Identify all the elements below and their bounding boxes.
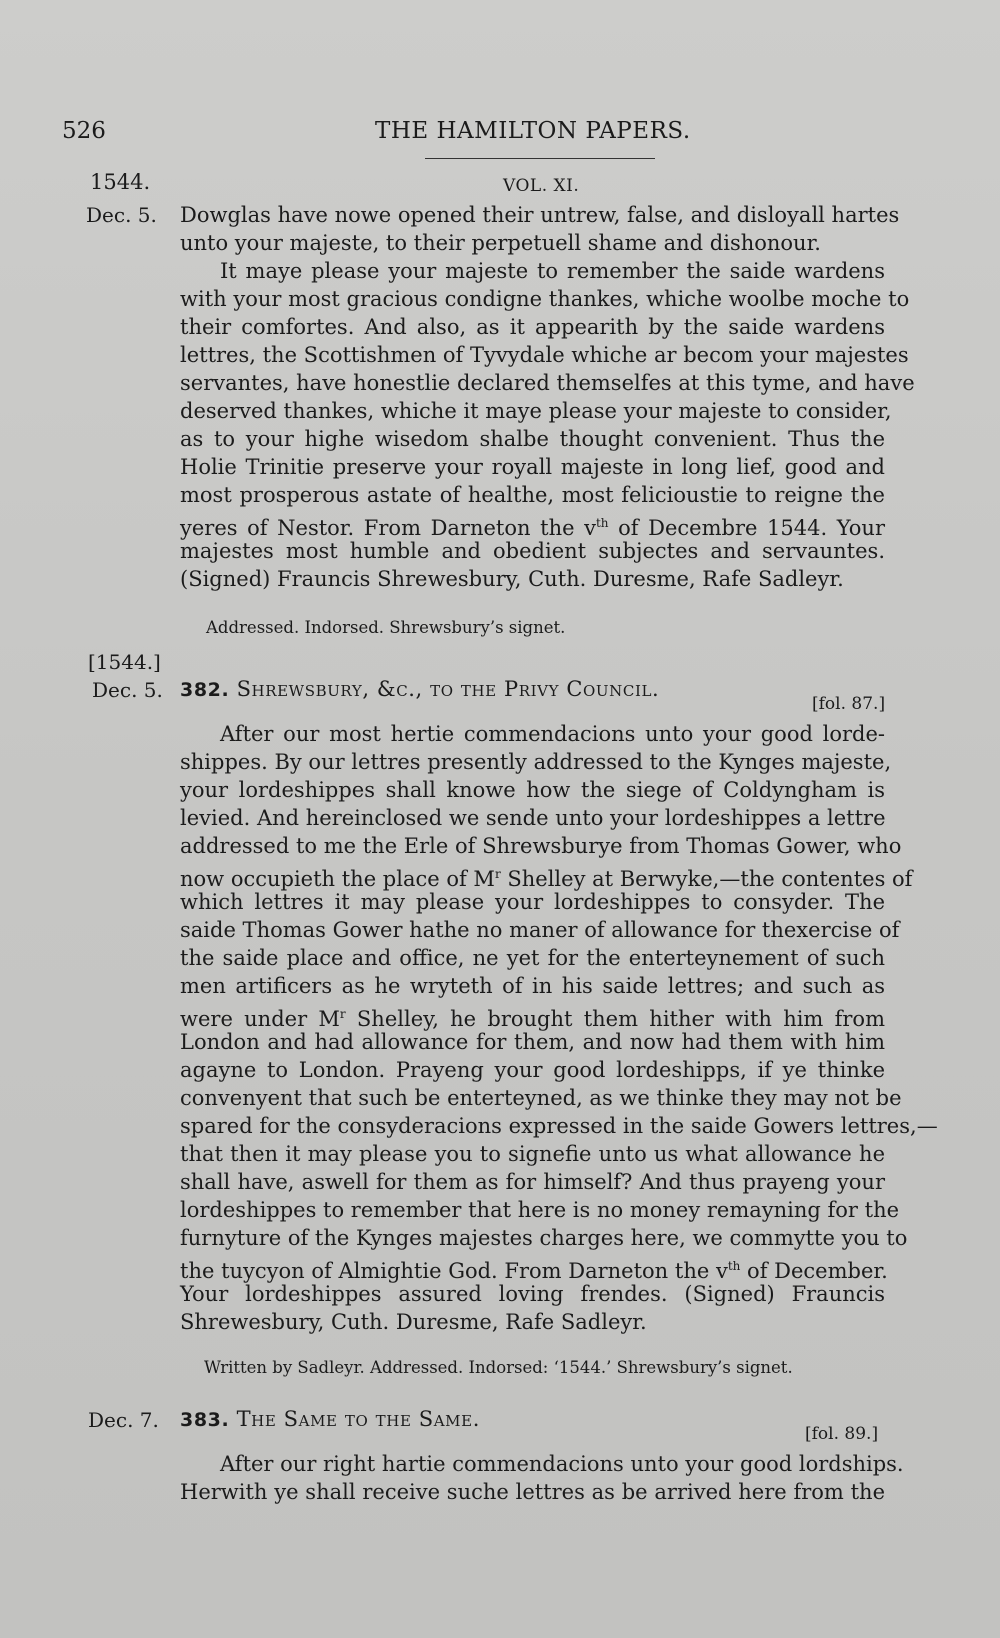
superscript: th: [595, 516, 609, 530]
text-segment: Shelley at Berwyke,—the contentes of: [500, 867, 913, 891]
text-line: London and had allowance for them, and now had them with him: [180, 1030, 885, 1054]
text-line: saide Thomas Gower hathe no maner of allowance for thexercise of: [180, 918, 900, 942]
text-line: that then it may please you to signefie unto us what allowance he: [180, 1142, 885, 1166]
text-line: which lettres it may please your lordeshippes to consyder. The: [180, 890, 885, 914]
text-segment: of December.: [740, 1259, 888, 1283]
text-line: Your lordeshippes assured loving frendes. (Signed) Frauncis: [180, 1282, 885, 1306]
text-segment: now occupieth the place of M: [180, 867, 495, 891]
entry-date: Dec. 5.: [92, 678, 163, 702]
text-segment: were under M: [180, 1007, 340, 1031]
text-line: levied. And hereinclosed we sende unto your lordeshippes a lettre: [180, 806, 886, 830]
text-line: convenyent that such be enterteyned, as we thinke they may not be: [180, 1086, 902, 1110]
bracket-year: [1544.]: [88, 650, 161, 674]
text-line: deserved thankes, whiche it maye please your majeste to consider,: [180, 399, 892, 423]
text-line: shall have, aswell for them as for himself? And thus prayeng your: [180, 1170, 885, 1194]
text-line: addressed to me the Erle of Shrewsburye from Thomas Gower, who: [180, 834, 902, 858]
text-line: After our most hertie commendacions unto your good lorde-: [220, 722, 885, 746]
text-line: most prosperous astate of healthe, most felicioustie to reigne the: [180, 483, 885, 507]
text-line: agayne to London. Prayeng your good lordeshipps, if ye thinke: [180, 1058, 885, 1082]
folio-reference: [fol. 89.]: [805, 1424, 879, 1444]
entry-date: Dec. 7.: [88, 1408, 159, 1432]
text-line: (Signed) Frauncis Shrewesbury, Cuth. Duresme, Rafe Sadleyr.: [180, 567, 844, 591]
page-number: 526: [62, 118, 106, 144]
text-line: Holie Trinitie preserve your royall majeste in long lief, good and: [180, 455, 885, 479]
text-line: the saide place and office, ne yet for the enterteynement of such: [180, 946, 885, 970]
text-line: their comfortes. And also, as it appearith by the saide wardens: [180, 315, 885, 339]
entry-number: 382.: [180, 679, 230, 701]
text-line: servantes, have honestlie declared themselfes at this tyme, and have: [180, 371, 915, 395]
entry-title: The Same to the Same.: [236, 1407, 480, 1431]
folio-reference: [fol. 87.]: [812, 694, 886, 714]
text-line: Dowglas have nowe opened their untrew, false, and disloyall hartes: [180, 203, 900, 227]
margin-year: 1544.: [90, 170, 151, 194]
running-title: THE HAMILTON PAPERS.: [375, 118, 691, 144]
text-line: unto your majeste, to their perpetuell shame and dishonour.: [180, 231, 821, 255]
superscript: r: [494, 867, 501, 881]
text-line: lordeshippes to remember that here is no money remayning for the: [180, 1198, 900, 1222]
entry-date: Dec. 5.: [86, 203, 157, 227]
text-line: majestes most humble and obedient subjectes and servauntes.: [180, 539, 885, 563]
text-line: furnyture of the Kynges majestes charges here, we commytte you to: [180, 1226, 908, 1250]
endorsement-note: Written by Sadleyr. Addressed. Indorsed: ‘1544.’ Shrewsbury’s signet.: [204, 1358, 793, 1377]
text-line: your lordeshippes shall knowe how the siege of Coldyngham is: [180, 778, 885, 802]
title-rule: [425, 158, 655, 159]
entry-number: 383.: [180, 1409, 230, 1431]
text-segment: yeres of Nestor. From Darneton the v: [180, 516, 596, 540]
text-line: spared for the consyderacions expressed in the saide Gowers lettres,—: [180, 1114, 938, 1138]
text-line: men artificers as he wryteth of in his saide lettres; and such as: [180, 974, 885, 998]
endorsement-note: Addressed. Indorsed. Shrewsbury’s signet.: [206, 618, 566, 637]
superscript: th: [727, 1259, 741, 1273]
text-segment: the tuycyon of Almightie God. From Darneton the v: [180, 1259, 728, 1283]
text-line: Shrewesbury, Cuth. Duresme, Rafe Sadleyr.: [180, 1310, 647, 1334]
text-line: shippes. By our lettres presently addressed to the Kynges majeste,: [180, 750, 892, 774]
volume-label: VOL. XI.: [503, 176, 580, 196]
entry-heading: [180, 1407, 480, 1431]
superscript: r: [339, 1007, 346, 1021]
entry-heading: [180, 677, 659, 701]
text-line: lettres, the Scottishmen of Tyvydale whiche ar becom your majestes: [180, 343, 909, 367]
text-line: Herwith ye shall receive suche lettres as be arrived here from the: [180, 1480, 885, 1504]
text-segment: of Decembre 1544. Your: [608, 516, 885, 540]
text-line: After our right hartie commendacions unto your good lordships.: [220, 1452, 904, 1476]
text-segment: Shelley, he brought them hither with him from: [345, 1007, 885, 1031]
text-line: with your most gracious condigne thankes, whiche woolbe moche to: [180, 287, 910, 311]
text-line: as to your highe wisedom shalbe thought convenient. Thus the: [180, 427, 885, 451]
entry-title: Shrewsbury, &c., to the Privy Council.: [236, 677, 660, 701]
text-line: It maye please your majeste to remember the saide wardens: [220, 259, 885, 283]
